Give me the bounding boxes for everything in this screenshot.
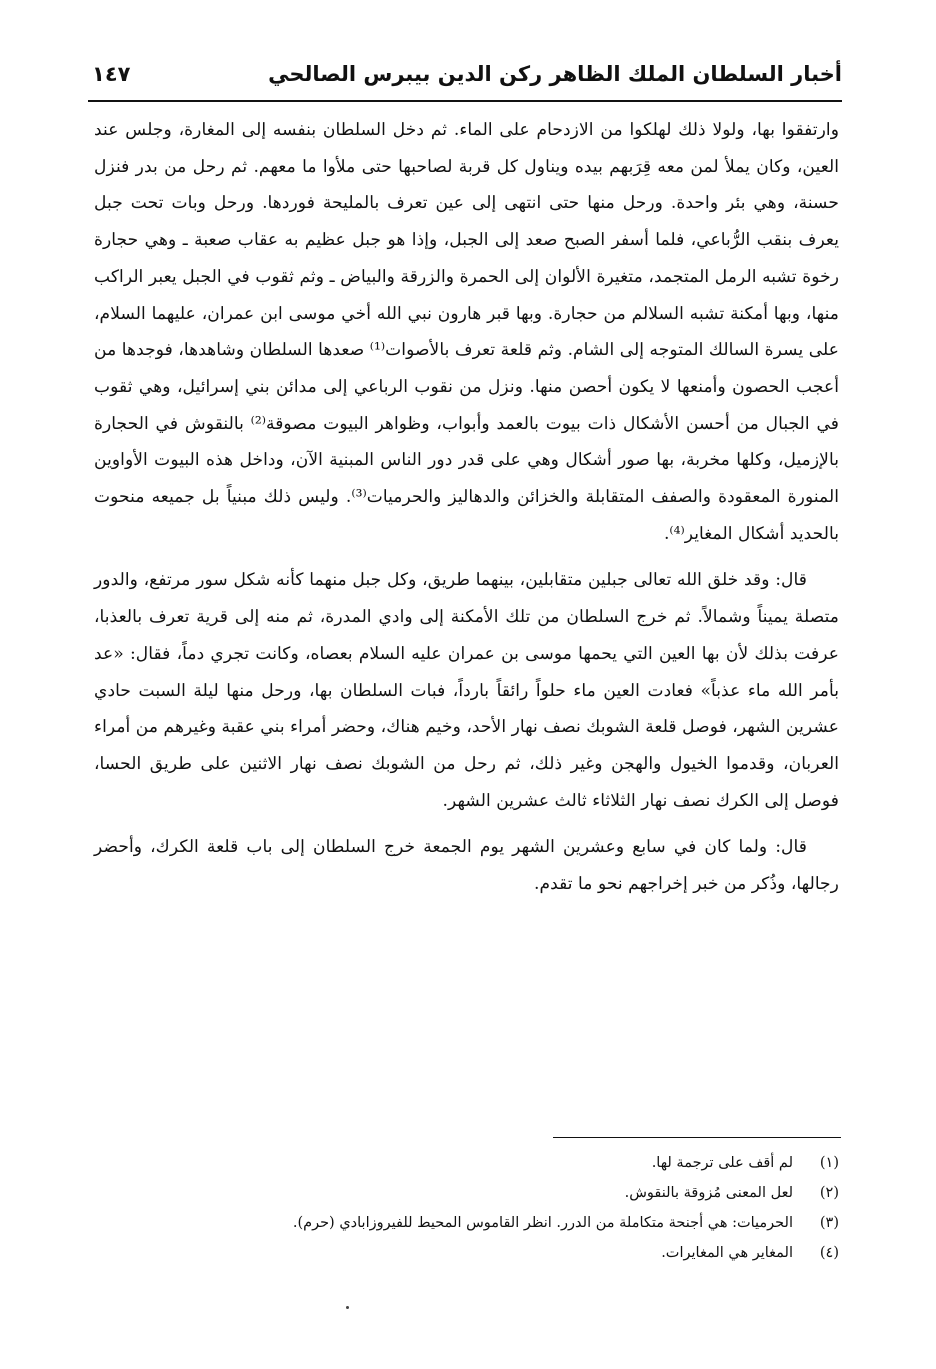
footnote-4	[94, 1238, 839, 1268]
footnote-text: لعل المعنى مُزوقة بالنقوش.	[624, 1185, 793, 1201]
footnote-number: (٤)	[819, 1245, 839, 1261]
page-number: ١٤٧	[92, 62, 131, 86]
paragraph-2: قال: وقد خلق الله تعالى جبلين متقابلين، بينهما طريق، وكل جبل منهما كأنه شكل سور مرتفع، والدور متصلة يميناً وشمالاً. ثم خرج السلطان من تلك الأمكنة إلى وادي المدرة، ثم منه إلى قرية تعرف بالعذبا، عرفت بذلك لأن بها العين التي يحمها موسى بن عمران عليه السلام بعصاه، وكانت تجري دماً، فقال: «عد بأمر الله ماء عذباً» فعادت العين ماء حلواً رائقاً بارداً، فبات السلطان بها، ورحل منها ليلة السبت حادي عشرين الشهر، فوصل قلعة الشوبك نصف نهار الأحد، وخيم هناك، وحضر أمراء بني عقبة وغيرهم من أمراء العربان، وقدموا الخيول والهجن وغير ذلك، ثم رحل من الشوبك نصف نهار الاثنين على طريق الحسا، فوصل إلى الكرك نصف نهار الثلاثاء ثالث عشرين الشهر.	[94, 570, 839, 811]
footnote-text: لم أقف على ترجمة لها.	[651, 1155, 793, 1171]
page-speck	[346, 1306, 349, 1309]
header-rule	[88, 100, 842, 102]
footnote-3	[94, 1208, 839, 1238]
paragraph-1: وارتفقوا بها، ولولا ذلك لهلكوا من الازدحام على الماء. ثم دخل السلطان بنفسه إلى المغارة، وجلس عند العين، وكان يملأ لمن معه قِرَبهم بيده ويناول كل قربة لصاحبها حتى ملأوا ما معهم. ثم رحل من بدر فنزل حسنة، وهي بئر واحدة. ورحل منها حتى انتهى إلى عين تعرف بالمليحة فوردها. ورحل وبات تحت جبل يعرف بنقب الرُّباعي، فلما أسفر الصبح صعد إلى الجبل، وإذا هو جبل عظيم به عقاب صعبة ـ وهي حجارة رخوة تشبه الرمل المتجمد، متغيرة الألوان إلى الحمرة والزرقة والبياض ـ وثم ثقوب في الجبل يعبر الراكب منها، وبها أمكنة تشبه السلالم من حجارة. وبها قبر هارون نبي الله أخي موسى ابن عمران، عليهما السلام، على يسرة السالك المتوجه إلى الشام. وثم قلعة تعرف بالأصوات⁽¹⁾ صعدها السلطان وشاهدها، فوجدها من أعجب الحصون وأمنعها لا يكون أحصن منها. ونزل من نقوب الرباعي إلى مدائن بني إسرائيل، وهي ثقوب في الجبال من أحسن الأشكال ذات بيوت بالعمد وأبواب، وظواهر البيوت مصوقة⁽²⁾ بالنقوش في الحجارة بالإزميل، وكلها مخربة، بها صور أشكال وهي على قدر دور الناس المبنية الآن، وداخل هذه البيوت الأواوين المنورة المعقودة والصفف المتقابلة والخزائن والدهاليز والحرميات⁽³⁾. وليس ذلك مبنياً بل جميعه منحوت بالحديد أشكال المغاير⁽⁴⁾.	[94, 120, 839, 544]
footnote-text: المغاير هي المغايرات.	[661, 1245, 793, 1261]
footnote-number: (٣)	[819, 1215, 839, 1231]
footnote-1	[94, 1148, 839, 1178]
footnote-rule	[553, 1137, 841, 1138]
footnote-text: الحرميات: هي أجنحة متكاملة من الدرر. انظر القاموس المحيط للفيروزابادي (حرم).	[292, 1215, 793, 1231]
footnote-number: (٢)	[819, 1185, 839, 1201]
running-head	[88, 58, 842, 98]
running-title: أخبار السلطان الملك الظاهر ركن الدين بيبرس الصالحي	[268, 62, 842, 86]
body-text	[94, 112, 839, 903]
footnotes	[94, 1148, 839, 1268]
footnote-2	[94, 1178, 839, 1208]
paragraph-3: قال: ولما كان في سابع وعشرين الشهر يوم الجمعة خرج السلطان إلى باب قلعة الكرك، وأحضر رجالها، وذُكر من خبر إخراجهم نحو ما تقدم.	[94, 837, 839, 895]
footnote-number: (١)	[819, 1155, 839, 1171]
